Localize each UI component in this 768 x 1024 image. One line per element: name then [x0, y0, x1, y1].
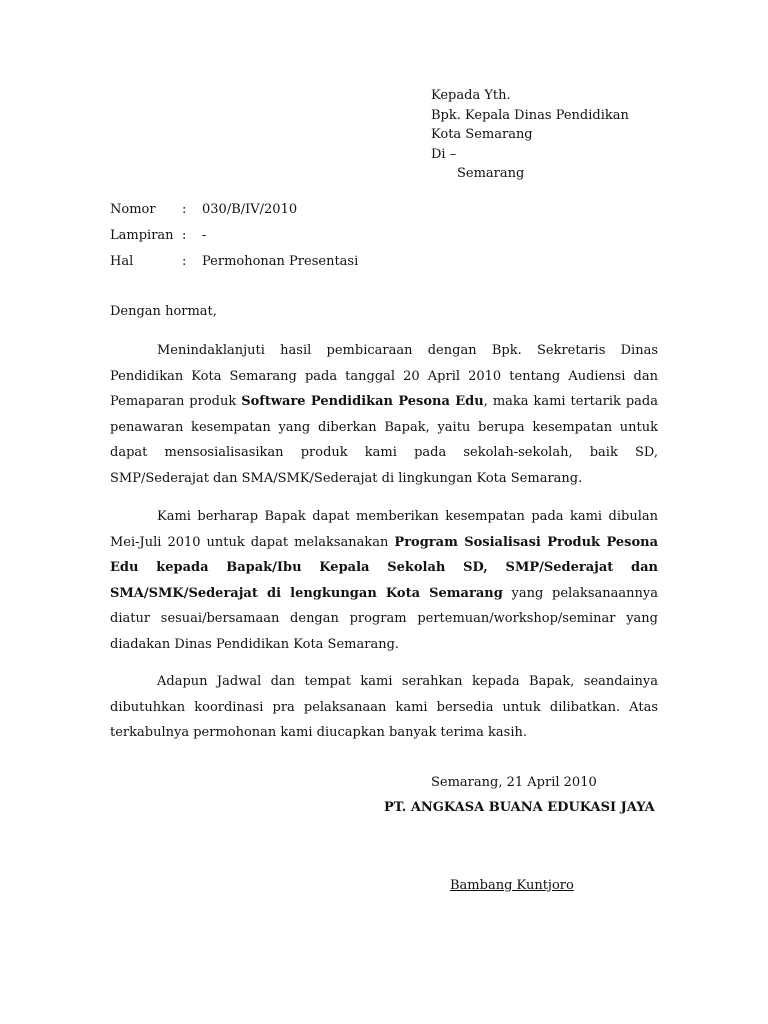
meta-row-hal [110, 253, 358, 279]
signer-name: Bambang Kuntjoro [450, 878, 574, 893]
meta-row-nomor [110, 201, 358, 227]
company-name: PT. ANGKASA BUANA EDUKASI JAYA [384, 800, 655, 815]
paragraph-2 [110, 504, 658, 658]
program-name: Program Sosialisasi Produk Pesona Edu kepada Bapak/Ibu Kepala Sekolah SD, SMP/Sederajat dan SMA/SMK/Sederajat di lengkungan Kota Semarang [110, 534, 659, 601]
paragraph-3 [110, 669, 658, 746]
recipient-greeting: Kepada Yth. [431, 88, 511, 103]
meta-value: 030/B/IV/2010 [202, 202, 298, 217]
meta-colon: : [182, 228, 187, 243]
meta-label: Hal [110, 254, 134, 269]
salutation: Dengan hormat, [110, 304, 217, 319]
recipient-title: Bpk. Kepala Dinas Pendidikan [431, 107, 629, 123]
meta-value: Permohonan Presentasi [202, 254, 359, 269]
meta-value: - [202, 228, 207, 243]
paragraph-2-text-cont: yang pelaksanaannya diatur sesuai/bersamaan dengan program pertemuan/workshop/seminar yang diadakan Dinas Pendidikan Kota Semarang. [110, 585, 658, 652]
recipient-location: Semarang [457, 166, 525, 181]
recipient-at: Di – [431, 146, 457, 162]
meta-label: Lampiran [110, 228, 174, 243]
meta-colon: : [182, 254, 187, 269]
paragraph-3-text: Adapun Jadwal dan tempat kami serahkan kepada Bapak, seandainya dibutuhkan koordinasi pra pelaksanaan kami bersedia untuk dilibatkan. Atas terkabulnya permohonan kami diucapkan banyak terima kasih. [110, 674, 658, 741]
paragraph-1-text-cont: , maka kami tertarik pada penawaran kesempatan yang diberkan Bapak, yaitu berupa kesempatan untuk dapat mensosialisasikan produk kami pada sekolah-sekolah, baik SD, SMP/Sederajat dan SMA/SMK/Sederajat di lingkungan Kota Semarang. [110, 394, 658, 486]
recipient-city: Kota Semarang [431, 127, 533, 142]
recipient-block [431, 86, 629, 184]
letter-meta [110, 201, 358, 279]
place-date: Semarang, 21 April 2010 [431, 775, 597, 790]
paragraph-1 [110, 338, 658, 492]
product-name: Software Pendidikan Pesona Edu [241, 394, 484, 410]
paragraph-1-text: Menindaklanjuti hasil pembicaraan dengan Bpk. Sekretaris Dinas Pendidikan Kota Semarang pada tanggal 20 April 2010 tentang Audiensi dan Pemaparan produk [110, 343, 658, 410]
paragraph-2-text: Kami berharap Bapak dapat memberikan kesempatan pada kami dibulan Mei-Juli 2010 untuk dapat melaksanakan [110, 509, 658, 550]
meta-colon: : [182, 202, 187, 217]
meta-label: Nomor [110, 202, 156, 217]
meta-row-lampiran [110, 227, 358, 253]
